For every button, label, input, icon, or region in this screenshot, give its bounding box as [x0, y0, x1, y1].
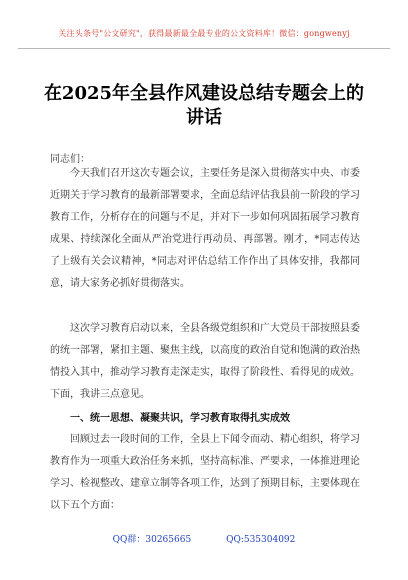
footer-qq-group: QQ群：30265665	[112, 535, 192, 545]
header-promo-note: 关注头条号"公文研究"，获得最新最全最专业的公文资料库！微信：gongwenyj	[58, 29, 350, 38]
section-heading-1: 一、统一思想、凝聚共识，学习教育取得扎实成效	[70, 413, 290, 424]
paragraph-review: 回顾过去一段时间的工作，全县上下闻令而动、精心组织，将学习教育作为一项重大政治任务来抓，坚持高标准、严要求，一体推进理论学习、检视整改、建章立制等各项工作，达到了预期目标，主要体现在以下五个方面：	[50, 434, 360, 511]
footer-contact	[0, 532, 408, 545]
paragraph-overview: 这次学习教育启动以来，全县各级党组织和广大党员干部按照县委的统一部署，紧扣主题、聚焦主线，以高度的政治自觉和饱满的政治热情投入其中，推动学习教育走深走实，取得了阶段性、看得见的成效。下面，我讲三点意见。	[50, 323, 360, 400]
document-title: 在2025年全县作风建设总结专题会上的讲话	[43, 83, 365, 128]
salutation: 同志们：	[50, 154, 90, 165]
footer-qq-number: QQ:535304092	[226, 535, 296, 545]
header-divider	[18, 48, 390, 49]
paragraph-opening: 今天我们召开这次专题会议，主要任务是深入贯彻落实中央、市委近期关于学习教育的最新部署要求，全面总结评估我县前一阶段的学习教育工作，分析存在的问题与不足，并对下一步如何巩固拓展学习教育成果、持续深化全面从严治党进行再动员、再部署。刚才，*同志传达了上级有关会议精神，*同志对评估总结工作作出了具体安排，我都同意，请大家务必抓好贯彻落实。	[50, 168, 360, 289]
